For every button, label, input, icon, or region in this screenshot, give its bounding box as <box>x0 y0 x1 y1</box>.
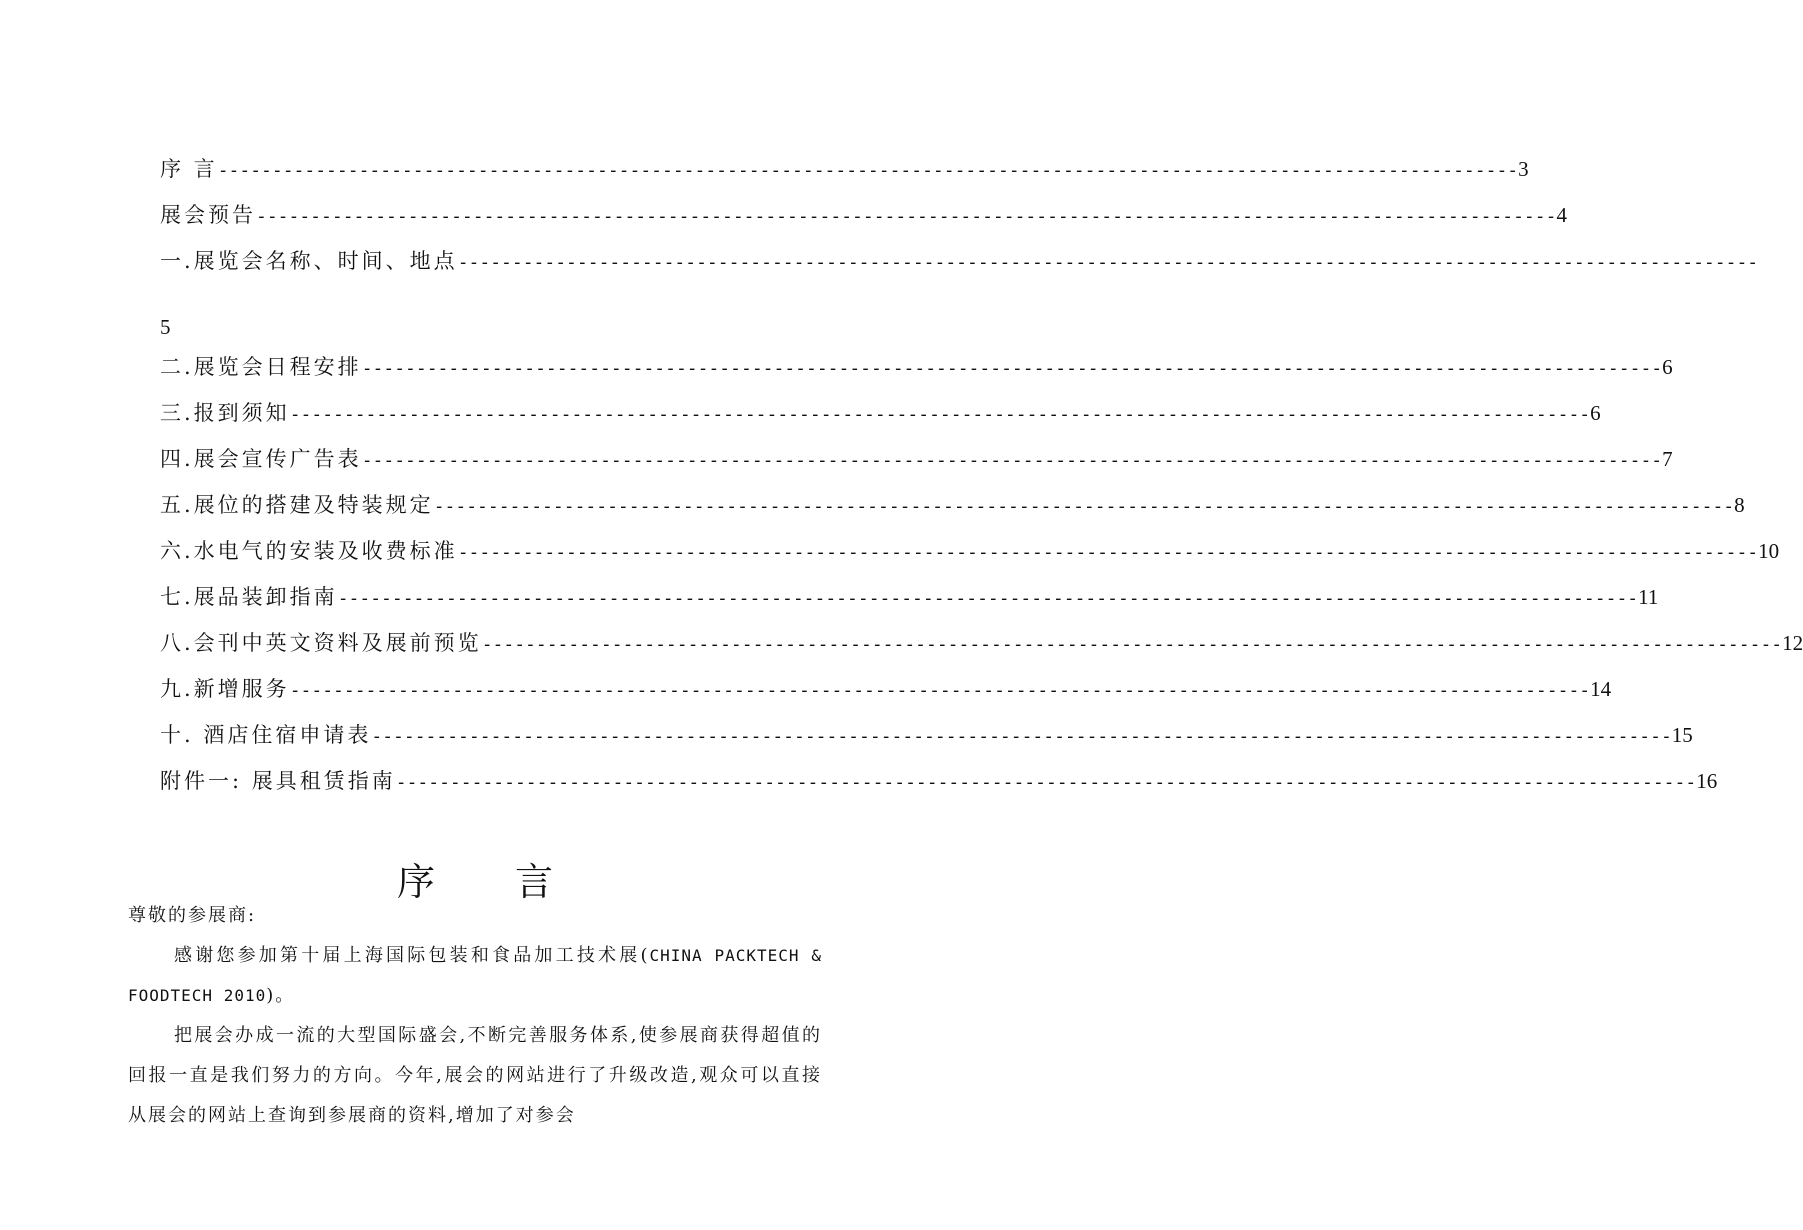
toc-wrapped-page-number: 5 <box>160 315 171 339</box>
toc-entry-schedule[interactable] <box>160 344 1673 390</box>
toc-entry-page: 3 <box>1518 157 1529 181</box>
toc-leader: ------------------------------------------------------------------------------------------------------------------------ <box>289 680 1591 701</box>
toc-entry-page: 11 <box>1638 585 1659 609</box>
toc-entry-preview[interactable] <box>160 192 1567 238</box>
toc-entry-advertising[interactable] <box>160 436 1673 482</box>
event-english-name: CHINA PACKTECH & FOODTECH 2010 <box>128 946 822 1005</box>
toc-leader: ------------------------------------------------------------------------------------------------------------------------ <box>433 496 1735 517</box>
toc-entry-title: 二.展览会日程安排 <box>160 355 362 379</box>
toc-entry-page: 6 <box>1662 355 1673 379</box>
toc-entry-name-time-place[interactable] <box>160 238 1759 284</box>
toc-entry-page: 10 <box>1758 539 1780 563</box>
para1-prefix: 感谢您参加第十届上海国际包装和食品加工技术展( <box>174 945 650 966</box>
toc-entry-title: 三.报到须知 <box>160 401 290 425</box>
toc-entry-preface[interactable] <box>160 146 1529 192</box>
toc-entry-utilities[interactable] <box>160 528 1780 574</box>
toc-entry-appendix-rental[interactable] <box>160 758 1718 804</box>
toc-entry-new-services[interactable] <box>160 666 1612 712</box>
toc-leader: ------------------------------------------------------------------------------------------------------------------------ <box>217 160 1519 181</box>
preface-paragraph-2: 把展会办成一流的大型国际盛会,不断完善服务体系,使参展商获得超值的回报一直是我们努力的方向。今年,展会的网站进行了升级改造,观众可以直接从展会的网站上查询到参展商的资料,增加了对参会 <box>128 1025 822 1126</box>
toc-entry-loading-guide[interactable] <box>160 574 1659 620</box>
toc-entry-page: 7 <box>1662 447 1673 471</box>
preface-paragraph-1 <box>128 936 822 1016</box>
toc-entry-title: 十. 酒店住宿申请表 <box>160 723 372 747</box>
toc-leader: ------------------------------------------------------------------------------------------------------------------------ <box>337 588 1639 609</box>
toc-leader: ------------------------------------------------------------------------------------------------------------------------ <box>371 726 1672 747</box>
toc-entry-title: 展会预告 <box>160 203 256 227</box>
preface-heading: 序 言 <box>396 860 588 904</box>
toc-entry-booth-construction[interactable] <box>160 482 1745 528</box>
preface-body <box>128 896 822 1136</box>
toc-entry-page: 4 <box>1556 203 1567 227</box>
toc-leader: ------------------------------------------------------------------------------------------------------------------------ <box>457 252 1759 273</box>
toc-entry-title: 九.新增服务 <box>160 677 290 701</box>
toc-entry-title: 五.展位的搭建及特装规定 <box>160 493 434 517</box>
toc-entry-page: 8 <box>1734 493 1745 517</box>
toc-entry-hotel[interactable] <box>160 712 1693 758</box>
toc-leader: ------------------------------------------------------------------------------------------------------------------------ <box>361 358 1663 379</box>
toc-entry-title: 一.展览会名称、时间、地点 <box>160 249 458 273</box>
toc-entry-title: 六.水电气的安装及收费标准 <box>160 539 458 563</box>
toc-entry-page: 14 <box>1590 677 1612 701</box>
table-of-contents <box>160 146 1803 804</box>
toc-entry-title: 序 言 <box>160 157 218 181</box>
toc-leader: ------------------------------------------------------------------------------------------------------------------------ <box>395 772 1697 793</box>
toc-entry-page: 6 <box>1590 401 1601 425</box>
toc-leader: ------------------------------------------------------------------------------------------------------------------------ <box>289 404 1591 425</box>
toc-entry-title: 八.会刊中英文资料及展前预览 <box>160 631 482 655</box>
para1-suffix: )。 <box>266 985 296 1006</box>
toc-entry-page: 15 <box>1671 723 1693 747</box>
toc-entry-registration[interactable] <box>160 390 1601 436</box>
toc-entry-title: 七.展品装卸指南 <box>160 585 338 609</box>
toc-entry-page: 16 <box>1696 769 1718 793</box>
toc-leader: ------------------------------------------------------------------------------------------------------------------------ <box>256 206 1557 227</box>
salutation: 尊敬的参展商: <box>128 905 257 926</box>
toc-entry-title: 四.展会宣传广告表 <box>160 447 362 471</box>
toc-leader: ------------------------------------------------------------------------------------------------------------------------ <box>361 450 1663 471</box>
toc-leader: ------------------------------------------------------------------------------------------------------------------------ <box>457 542 1759 563</box>
toc-entry-catalogue[interactable] <box>160 620 1803 666</box>
toc-leader: ------------------------------------------------------------------------------------------------------------------------ <box>481 634 1783 655</box>
toc-entry-title: 附件一: 展具租赁指南 <box>160 769 396 793</box>
toc-entry-page: 12 <box>1782 631 1803 655</box>
